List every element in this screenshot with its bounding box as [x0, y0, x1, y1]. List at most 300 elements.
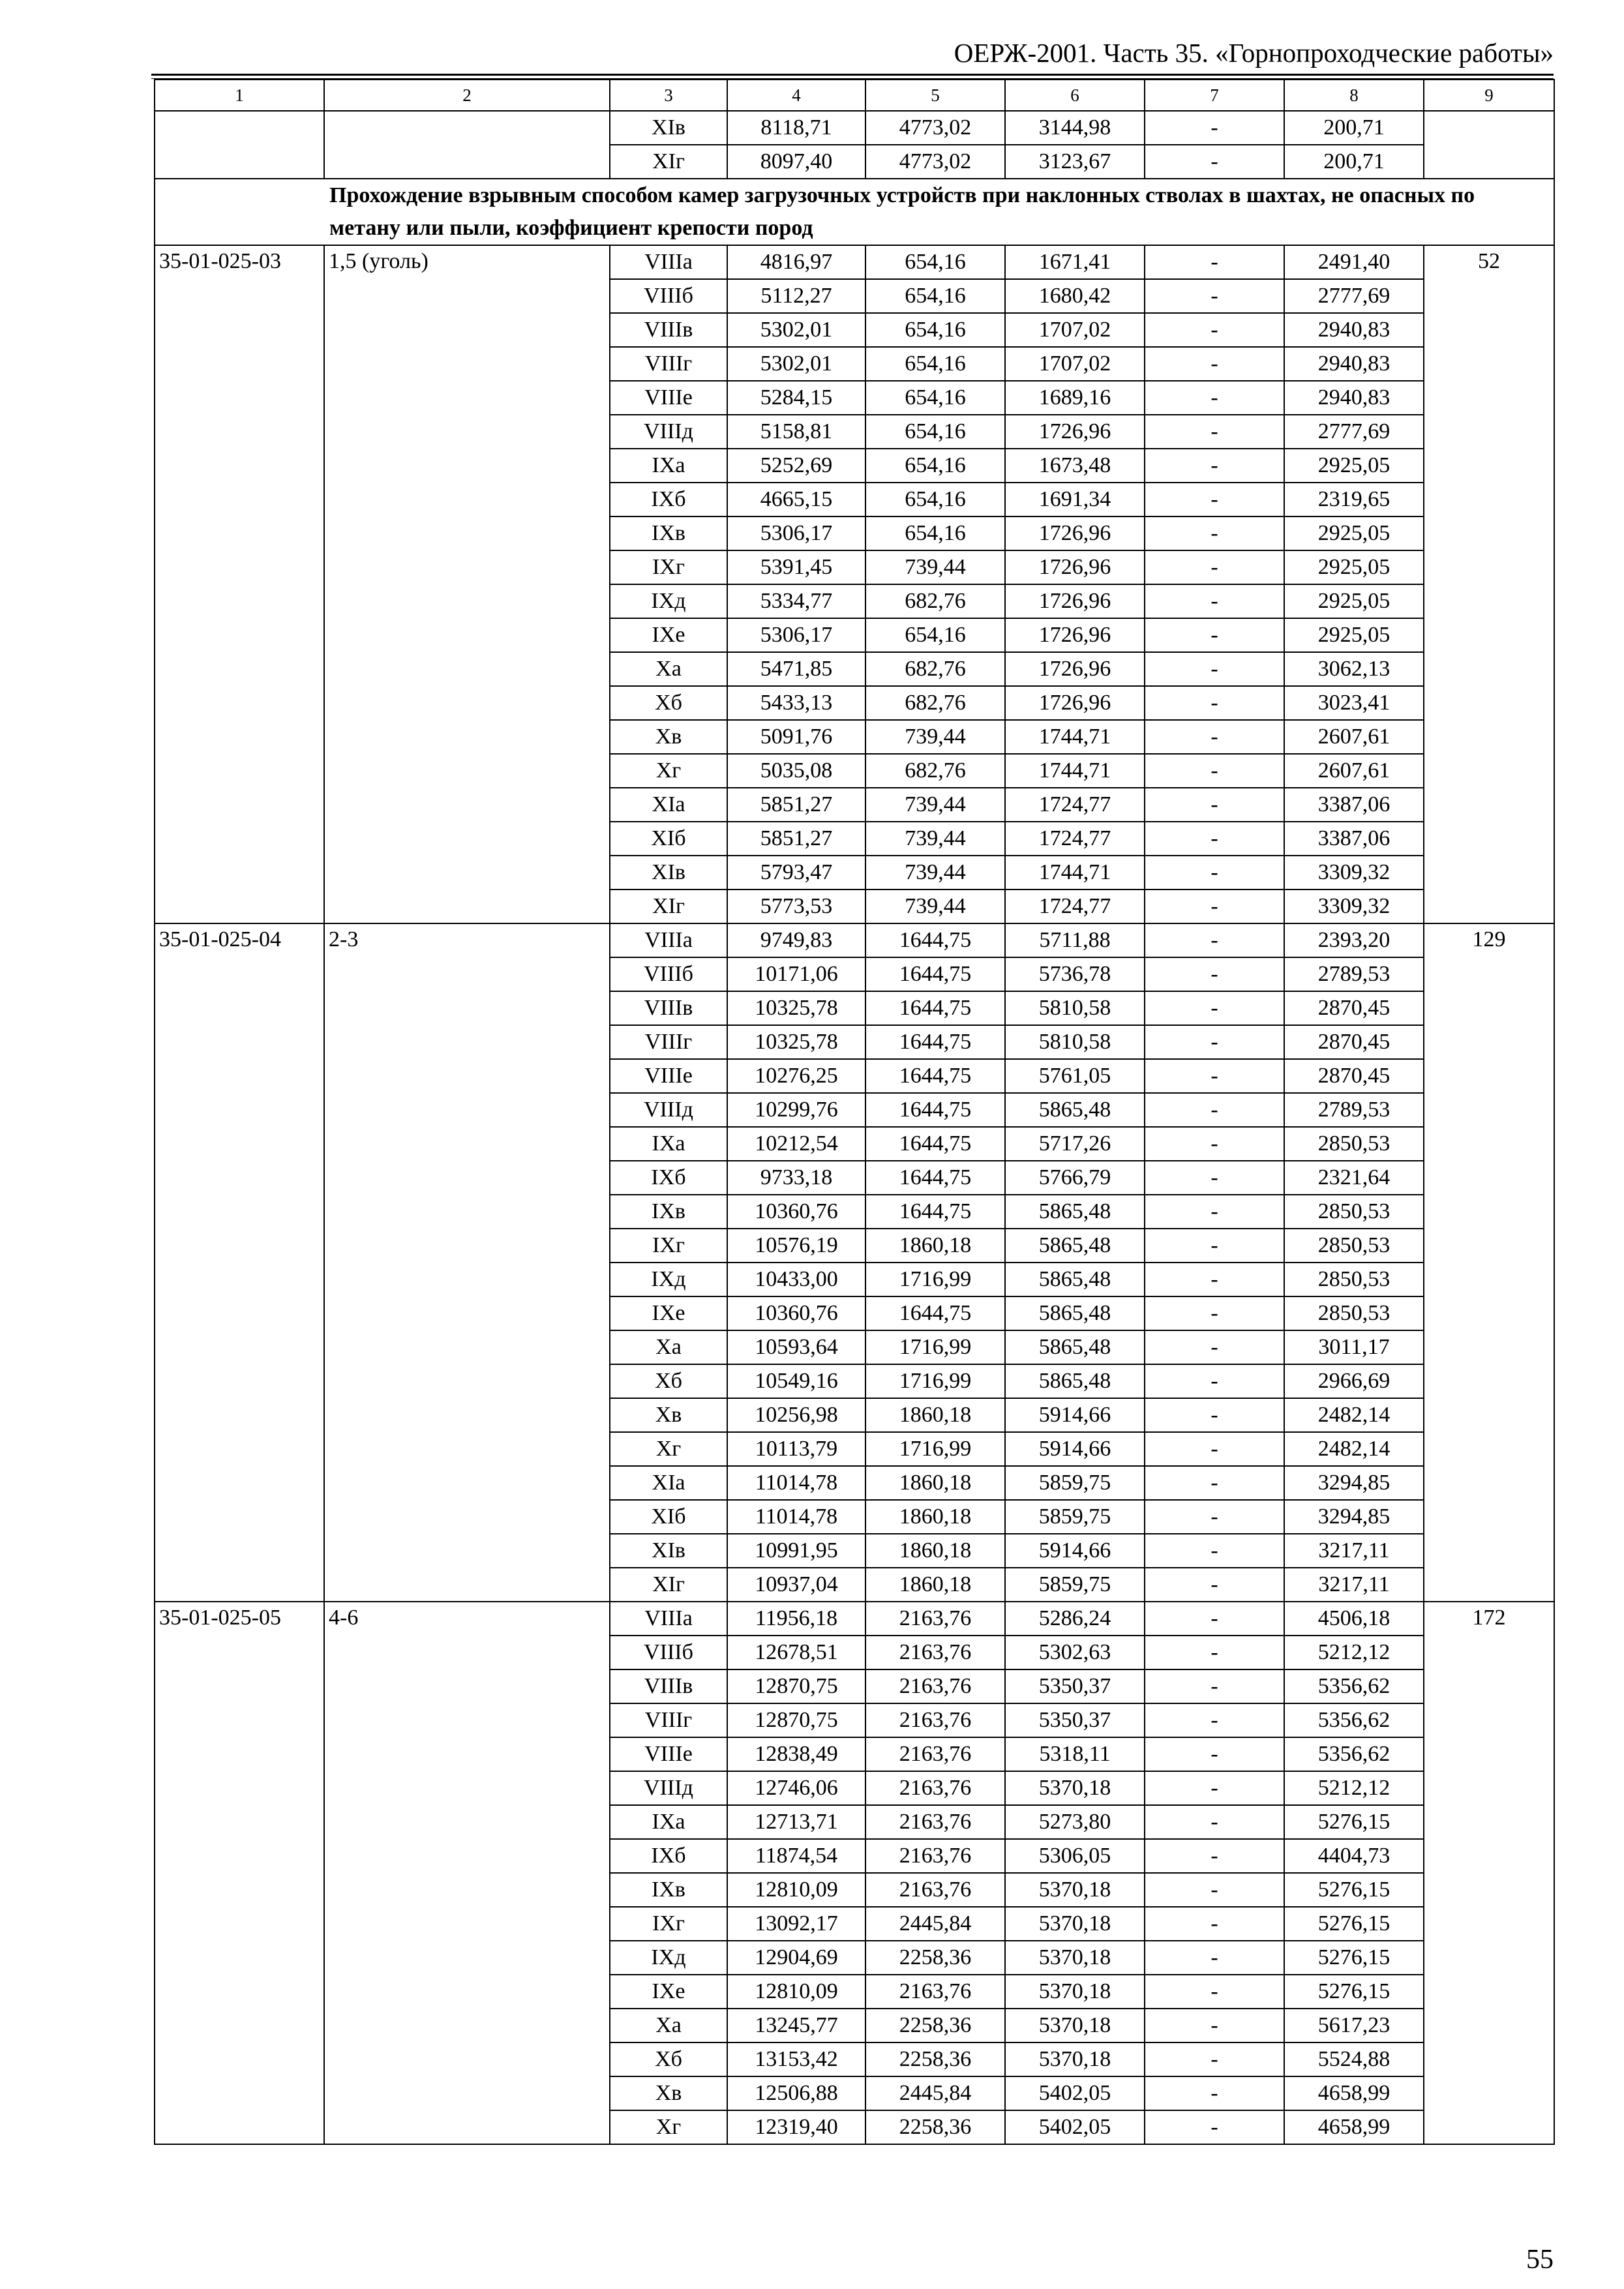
- code-cell: 35-01-025-04: [155, 923, 324, 1602]
- wages-cell: 654,16: [865, 415, 1005, 449]
- column-number: 1: [155, 80, 324, 111]
- variant-cell: IXа: [610, 1127, 727, 1161]
- total-cost-cell: 10360,76: [727, 1296, 865, 1330]
- wages-cell: 654,16: [865, 516, 1005, 550]
- machinist-wages-cell: -: [1145, 1669, 1284, 1703]
- machines-cell: 5370,18: [1005, 2042, 1145, 2076]
- total-cost-cell: 10325,78: [727, 991, 865, 1025]
- wages-cell: 1716,99: [865, 1330, 1005, 1364]
- materials-cell: 5617,23: [1284, 2009, 1424, 2042]
- machinist-wages-cell: -: [1145, 618, 1284, 652]
- total-cost-cell: 12810,09: [727, 1975, 865, 2009]
- variant-cell: IXб: [610, 483, 727, 516]
- variant-cell: Xа: [610, 2009, 727, 2042]
- total-cost-cell: 10113,79: [727, 1432, 865, 1466]
- variant-cell: IXг: [610, 550, 727, 584]
- wages-cell: 1860,18: [865, 1500, 1005, 1534]
- variant-cell: XIа: [610, 788, 727, 822]
- machinist-wages-cell: -: [1145, 1771, 1284, 1805]
- machines-cell: 5717,26: [1005, 1127, 1145, 1161]
- code-cell: 35-01-025-05: [155, 1602, 324, 2144]
- figure-cell: 129: [1424, 923, 1554, 1602]
- machines-cell: 1724,77: [1005, 788, 1145, 822]
- total-cost-cell: 10991,95: [727, 1534, 865, 1568]
- total-cost-cell: 10360,76: [727, 1195, 865, 1229]
- total-cost-cell: 5306,17: [727, 618, 865, 652]
- variant-cell: IXе: [610, 1975, 727, 2009]
- variant-cell: XIа: [610, 1466, 727, 1500]
- variant-cell: VIIIе: [610, 1737, 727, 1771]
- column-number: 9: [1424, 80, 1554, 111]
- machinist-wages-cell: -: [1145, 686, 1284, 720]
- table-row: [155, 923, 1554, 957]
- description-cell: 1,5 (уголь): [324, 245, 610, 923]
- wages-cell: 682,76: [865, 754, 1005, 788]
- wages-cell: 2163,76: [865, 1703, 1005, 1737]
- machinist-wages-cell: -: [1145, 415, 1284, 449]
- variant-cell: XIг: [610, 145, 727, 179]
- section-heading: Прохождение взрывным способом камер загрузочных устройств при наклонных стволах в шахтах, не опасных по метану или пыли, коэффициент крепости пород: [324, 179, 1554, 245]
- machinist-wages-cell: -: [1145, 1941, 1284, 1975]
- machines-cell: 1707,02: [1005, 347, 1145, 381]
- materials-cell: 2393,20: [1284, 923, 1424, 957]
- machinist-wages-cell: -: [1145, 923, 1284, 957]
- materials-cell: 2870,45: [1284, 1059, 1424, 1093]
- machines-cell: 1726,96: [1005, 584, 1145, 618]
- total-cost-cell: 10276,25: [727, 1059, 865, 1093]
- machines-cell: 5865,48: [1005, 1364, 1145, 1398]
- variant-cell: VIIIд: [610, 1093, 727, 1127]
- materials-cell: 2850,53: [1284, 1195, 1424, 1229]
- machinist-wages-cell: -: [1145, 1296, 1284, 1330]
- total-cost-cell: 12506,88: [727, 2076, 865, 2110]
- variant-cell: VIIIг: [610, 1025, 727, 1059]
- machinist-wages-cell: -: [1145, 2076, 1284, 2110]
- total-cost-cell: 10433,00: [727, 1263, 865, 1296]
- machines-cell: 1671,41: [1005, 245, 1145, 279]
- total-cost-cell: 11014,78: [727, 1500, 865, 1534]
- machinist-wages-cell: -: [1145, 1127, 1284, 1161]
- machinist-wages-cell: -: [1145, 1059, 1284, 1093]
- machines-cell: 1724,77: [1005, 890, 1145, 923]
- wages-cell: 739,44: [865, 720, 1005, 754]
- machinist-wages-cell: -: [1145, 381, 1284, 415]
- materials-cell: 2850,53: [1284, 1229, 1424, 1263]
- total-cost-cell: 4816,97: [727, 245, 865, 279]
- header-rule-thick: [151, 74, 1554, 76]
- wages-cell: 2445,84: [865, 1907, 1005, 1941]
- total-cost-cell: 12838,49: [727, 1737, 865, 1771]
- wages-cell: 4773,02: [865, 145, 1005, 179]
- machines-cell: 5286,24: [1005, 1602, 1145, 1636]
- wages-cell: 654,16: [865, 449, 1005, 483]
- machinist-wages-cell: -: [1145, 1737, 1284, 1771]
- machines-cell: 5914,66: [1005, 1534, 1145, 1568]
- variant-cell: VIIIа: [610, 923, 727, 957]
- column-number: 2: [324, 80, 610, 111]
- wages-cell: 654,16: [865, 245, 1005, 279]
- wages-cell: 654,16: [865, 483, 1005, 516]
- figure-cell: 52: [1424, 245, 1554, 923]
- total-cost-cell: 5112,27: [727, 279, 865, 313]
- wages-cell: 1644,75: [865, 923, 1005, 957]
- wages-cell: 739,44: [865, 788, 1005, 822]
- materials-cell: 3294,85: [1284, 1500, 1424, 1534]
- variant-cell: Xв: [610, 720, 727, 754]
- machinist-wages-cell: -: [1145, 822, 1284, 856]
- materials-cell: 5356,62: [1284, 1737, 1424, 1771]
- machinist-wages-cell: -: [1145, 1568, 1284, 1602]
- total-cost-cell: 5252,69: [727, 449, 865, 483]
- total-cost-cell: 5091,76: [727, 720, 865, 754]
- machinist-wages-cell: -: [1145, 245, 1284, 279]
- machinist-wages-cell: -: [1145, 788, 1284, 822]
- description-cell: 4-6: [324, 1602, 610, 2144]
- total-cost-cell: 13092,17: [727, 1907, 865, 1941]
- materials-cell: 5212,12: [1284, 1636, 1424, 1669]
- wages-cell: 1860,18: [865, 1229, 1005, 1263]
- machinist-wages-cell: -: [1145, 279, 1284, 313]
- wages-cell: 2163,76: [865, 1873, 1005, 1907]
- materials-cell: 2966,69: [1284, 1364, 1424, 1398]
- materials-cell: 2321,64: [1284, 1161, 1424, 1195]
- wages-cell: 1644,75: [865, 991, 1005, 1025]
- variant-cell: Xг: [610, 754, 727, 788]
- materials-cell: 3011,17: [1284, 1330, 1424, 1364]
- materials-cell: 2491,40: [1284, 245, 1424, 279]
- machines-cell: 5865,48: [1005, 1093, 1145, 1127]
- wages-cell: 2163,76: [865, 1669, 1005, 1703]
- machinist-wages-cell: -: [1145, 1398, 1284, 1432]
- materials-cell: 3387,06: [1284, 788, 1424, 822]
- wages-cell: 654,16: [865, 381, 1005, 415]
- variant-cell: VIIIб: [610, 279, 727, 313]
- variant-cell: VIIIб: [610, 957, 727, 991]
- machinist-wages-cell: -: [1145, 1703, 1284, 1737]
- wages-cell: 2163,76: [865, 1805, 1005, 1839]
- materials-cell: 5212,12: [1284, 1771, 1424, 1805]
- machines-cell: 1691,34: [1005, 483, 1145, 516]
- machinist-wages-cell: -: [1145, 584, 1284, 618]
- machines-cell: 1744,71: [1005, 754, 1145, 788]
- wages-cell: 2163,76: [865, 1636, 1005, 1669]
- total-cost-cell: 12904,69: [727, 1941, 865, 1975]
- wages-cell: 1644,75: [865, 957, 1005, 991]
- total-cost-cell: 13245,77: [727, 2009, 865, 2042]
- machines-cell: 5402,05: [1005, 2110, 1145, 2144]
- machines-cell: 5865,48: [1005, 1263, 1145, 1296]
- variant-cell: VIIIг: [610, 1703, 727, 1737]
- machinist-wages-cell: -: [1145, 1873, 1284, 1907]
- machinist-wages-cell: -: [1145, 145, 1284, 179]
- materials-cell: 3387,06: [1284, 822, 1424, 856]
- machinist-wages-cell: -: [1145, 449, 1284, 483]
- total-cost-cell: 5035,08: [727, 754, 865, 788]
- code-cell: [155, 111, 324, 179]
- total-cost-cell: 12870,75: [727, 1669, 865, 1703]
- materials-cell: 2870,45: [1284, 1025, 1424, 1059]
- variant-cell: VIIIа: [610, 1602, 727, 1636]
- materials-cell: 3309,32: [1284, 856, 1424, 890]
- wages-cell: 2163,76: [865, 1737, 1005, 1771]
- total-cost-cell: 12810,09: [727, 1873, 865, 1907]
- machinist-wages-cell: -: [1145, 1161, 1284, 1195]
- machines-cell: 3123,67: [1005, 145, 1145, 179]
- materials-cell: 2777,69: [1284, 415, 1424, 449]
- machines-cell: 5736,78: [1005, 957, 1145, 991]
- total-cost-cell: 5391,45: [727, 550, 865, 584]
- materials-cell: 4506,18: [1284, 1602, 1424, 1636]
- wages-cell: 1860,18: [865, 1534, 1005, 1568]
- machinist-wages-cell: -: [1145, 957, 1284, 991]
- variant-cell: IXа: [610, 1805, 727, 1839]
- wages-cell: 1644,75: [865, 1025, 1005, 1059]
- total-cost-cell: 5471,85: [727, 652, 865, 686]
- wages-cell: 1860,18: [865, 1398, 1005, 1432]
- machines-cell: 5865,48: [1005, 1330, 1145, 1364]
- variant-cell: XIг: [610, 1568, 727, 1602]
- machines-cell: 5350,37: [1005, 1703, 1145, 1737]
- total-cost-cell: 10299,76: [727, 1093, 865, 1127]
- machines-cell: 5761,05: [1005, 1059, 1145, 1093]
- machines-cell: 5914,66: [1005, 1432, 1145, 1466]
- variant-cell: Xб: [610, 1364, 727, 1398]
- machinist-wages-cell: -: [1145, 2009, 1284, 2042]
- machines-cell: 1724,77: [1005, 822, 1145, 856]
- table-row: [155, 245, 1554, 279]
- column-number: 7: [1145, 80, 1284, 111]
- wages-cell: 2163,76: [865, 1839, 1005, 1873]
- materials-cell: 4404,73: [1284, 1839, 1424, 1873]
- total-cost-cell: 12319,40: [727, 2110, 865, 2144]
- materials-cell: 2940,83: [1284, 313, 1424, 347]
- machinist-wages-cell: -: [1145, 313, 1284, 347]
- machinist-wages-cell: -: [1145, 1093, 1284, 1127]
- machinist-wages-cell: -: [1145, 754, 1284, 788]
- machinist-wages-cell: -: [1145, 2042, 1284, 2076]
- materials-cell: 2789,53: [1284, 957, 1424, 991]
- materials-cell: 2925,05: [1284, 449, 1424, 483]
- machinist-wages-cell: -: [1145, 1805, 1284, 1839]
- machinist-wages-cell: -: [1145, 483, 1284, 516]
- code-cell: 35-01-025-03: [155, 245, 324, 923]
- machinist-wages-cell: -: [1145, 2110, 1284, 2144]
- machines-cell: 5370,18: [1005, 1975, 1145, 2009]
- total-cost-cell: 8118,71: [727, 111, 865, 145]
- total-cost-cell: 10576,19: [727, 1229, 865, 1263]
- wages-cell: 654,16: [865, 347, 1005, 381]
- wages-cell: 2163,76: [865, 1602, 1005, 1636]
- wages-cell: 654,16: [865, 618, 1005, 652]
- section-spacer-cell: [155, 179, 324, 245]
- variant-cell: VIIIд: [610, 1771, 727, 1805]
- variant-cell: Xв: [610, 1398, 727, 1432]
- machines-cell: 1726,96: [1005, 686, 1145, 720]
- variant-cell: VIIIб: [610, 1636, 727, 1669]
- machines-cell: 3144,98: [1005, 111, 1145, 145]
- machines-cell: 5859,75: [1005, 1568, 1145, 1602]
- total-cost-cell: 10256,98: [727, 1398, 865, 1432]
- wages-cell: 1644,75: [865, 1161, 1005, 1195]
- machines-cell: 5370,18: [1005, 1873, 1145, 1907]
- materials-cell: 5276,15: [1284, 1975, 1424, 2009]
- machinist-wages-cell: -: [1145, 1839, 1284, 1873]
- rates-table: [154, 79, 1555, 2145]
- column-number: 4: [727, 80, 865, 111]
- materials-cell: 2850,53: [1284, 1296, 1424, 1330]
- total-cost-cell: 12713,71: [727, 1805, 865, 1839]
- materials-cell: 2925,05: [1284, 618, 1424, 652]
- machinist-wages-cell: -: [1145, 1975, 1284, 2009]
- materials-cell: 5276,15: [1284, 1941, 1424, 1975]
- machines-cell: 5810,58: [1005, 991, 1145, 1025]
- variant-cell: IXе: [610, 618, 727, 652]
- total-cost-cell: 12678,51: [727, 1636, 865, 1669]
- total-cost-cell: 8097,40: [727, 145, 865, 179]
- materials-cell: 2777,69: [1284, 279, 1424, 313]
- machinist-wages-cell: -: [1145, 347, 1284, 381]
- wages-cell: 682,76: [865, 652, 1005, 686]
- materials-cell: 3217,11: [1284, 1534, 1424, 1568]
- machines-cell: 1726,96: [1005, 550, 1145, 584]
- machinist-wages-cell: -: [1145, 1466, 1284, 1500]
- wages-cell: 1860,18: [865, 1466, 1005, 1500]
- machines-cell: 5859,75: [1005, 1500, 1145, 1534]
- wages-cell: 1716,99: [865, 1432, 1005, 1466]
- wages-cell: 2163,76: [865, 1771, 1005, 1805]
- machinist-wages-cell: -: [1145, 516, 1284, 550]
- wages-cell: 739,44: [865, 856, 1005, 890]
- variant-cell: VIIIв: [610, 991, 727, 1025]
- figure-cell: 172: [1424, 1602, 1554, 2144]
- machines-cell: 1707,02: [1005, 313, 1145, 347]
- variant-cell: Xб: [610, 686, 727, 720]
- variant-cell: IXб: [610, 1839, 727, 1873]
- wages-cell: 682,76: [865, 686, 1005, 720]
- wages-cell: 739,44: [865, 550, 1005, 584]
- materials-cell: 2925,05: [1284, 550, 1424, 584]
- total-cost-cell: 5793,47: [727, 856, 865, 890]
- wages-cell: 1644,75: [865, 1195, 1005, 1229]
- materials-cell: 2940,83: [1284, 381, 1424, 415]
- variant-cell: IXд: [610, 1263, 727, 1296]
- machinist-wages-cell: -: [1145, 1500, 1284, 1534]
- variant-cell: VIIIа: [610, 245, 727, 279]
- total-cost-cell: 11956,18: [727, 1602, 865, 1636]
- variant-cell: VIIIв: [610, 1669, 727, 1703]
- wages-cell: 739,44: [865, 822, 1005, 856]
- total-cost-cell: 4665,15: [727, 483, 865, 516]
- materials-cell: 4658,99: [1284, 2110, 1424, 2144]
- machines-cell: 5350,37: [1005, 1669, 1145, 1703]
- total-cost-cell: 5334,77: [727, 584, 865, 618]
- wages-cell: 739,44: [865, 890, 1005, 923]
- variant-cell: XIг: [610, 890, 727, 923]
- total-cost-cell: 10212,54: [727, 1127, 865, 1161]
- wages-cell: 682,76: [865, 584, 1005, 618]
- wages-cell: 2258,36: [865, 2009, 1005, 2042]
- materials-cell: 5356,62: [1284, 1669, 1424, 1703]
- machinist-wages-cell: -: [1145, 1534, 1284, 1568]
- machines-cell: 1680,42: [1005, 279, 1145, 313]
- wages-cell: 2163,76: [865, 1975, 1005, 2009]
- wages-cell: 4773,02: [865, 111, 1005, 145]
- materials-cell: 5356,62: [1284, 1703, 1424, 1737]
- table-row: [155, 1602, 1554, 1636]
- wages-cell: 2258,36: [865, 2042, 1005, 2076]
- figure-cell: [1424, 111, 1554, 179]
- variant-cell: VIIIд: [610, 415, 727, 449]
- machinist-wages-cell: -: [1145, 1907, 1284, 1941]
- machines-cell: 5865,48: [1005, 1195, 1145, 1229]
- materials-cell: 2607,61: [1284, 754, 1424, 788]
- machines-cell: 5914,66: [1005, 1398, 1145, 1432]
- materials-cell: 5276,15: [1284, 1873, 1424, 1907]
- total-cost-cell: 10937,04: [727, 1568, 865, 1602]
- machines-cell: 5859,75: [1005, 1466, 1145, 1500]
- variant-cell: IXд: [610, 1941, 727, 1975]
- description-cell: [324, 111, 610, 179]
- variant-cell: Xб: [610, 2042, 727, 2076]
- variant-cell: IXв: [610, 1873, 727, 1907]
- wages-cell: 2258,36: [865, 2110, 1005, 2144]
- variant-cell: Xа: [610, 652, 727, 686]
- column-number-row: [155, 80, 1554, 111]
- variant-cell: VIIIе: [610, 1059, 727, 1093]
- materials-cell: 5276,15: [1284, 1805, 1424, 1839]
- variant-cell: XIв: [610, 856, 727, 890]
- machines-cell: 5865,48: [1005, 1229, 1145, 1263]
- machines-cell: 1726,96: [1005, 618, 1145, 652]
- materials-cell: 4658,99: [1284, 2076, 1424, 2110]
- materials-cell: 3023,41: [1284, 686, 1424, 720]
- column-number: 3: [610, 80, 727, 111]
- variant-cell: Xв: [610, 2076, 727, 2110]
- variant-cell: XIб: [610, 822, 727, 856]
- machinist-wages-cell: -: [1145, 1330, 1284, 1364]
- materials-cell: 2482,14: [1284, 1432, 1424, 1466]
- wages-cell: 654,16: [865, 313, 1005, 347]
- wages-cell: 1860,18: [865, 1568, 1005, 1602]
- wages-cell: 1716,99: [865, 1364, 1005, 1398]
- machinist-wages-cell: -: [1145, 1636, 1284, 1669]
- machines-cell: 1744,71: [1005, 720, 1145, 754]
- variant-cell: IXг: [610, 1907, 727, 1941]
- variant-cell: XIв: [610, 1534, 727, 1568]
- machines-cell: 1726,96: [1005, 516, 1145, 550]
- total-cost-cell: 5851,27: [727, 788, 865, 822]
- variant-cell: Xа: [610, 1330, 727, 1364]
- machines-cell: 5402,05: [1005, 2076, 1145, 2110]
- total-cost-cell: 5284,15: [727, 381, 865, 415]
- machinist-wages-cell: -: [1145, 856, 1284, 890]
- machines-cell: 5810,58: [1005, 1025, 1145, 1059]
- machines-cell: 5370,18: [1005, 2009, 1145, 2042]
- wages-cell: 654,16: [865, 279, 1005, 313]
- machines-cell: 5370,18: [1005, 1907, 1145, 1941]
- total-cost-cell: 10593,64: [727, 1330, 865, 1364]
- variant-cell: XIв: [610, 111, 727, 145]
- total-cost-cell: 5302,01: [727, 347, 865, 381]
- total-cost-cell: 5306,17: [727, 516, 865, 550]
- machines-cell: 5865,48: [1005, 1296, 1145, 1330]
- machinist-wages-cell: -: [1145, 991, 1284, 1025]
- wages-cell: 1716,99: [865, 1263, 1005, 1296]
- variant-cell: XIб: [610, 1500, 727, 1534]
- machines-cell: 5766,79: [1005, 1161, 1145, 1195]
- variant-cell: IXб: [610, 1161, 727, 1195]
- variant-cell: VIIIе: [610, 381, 727, 415]
